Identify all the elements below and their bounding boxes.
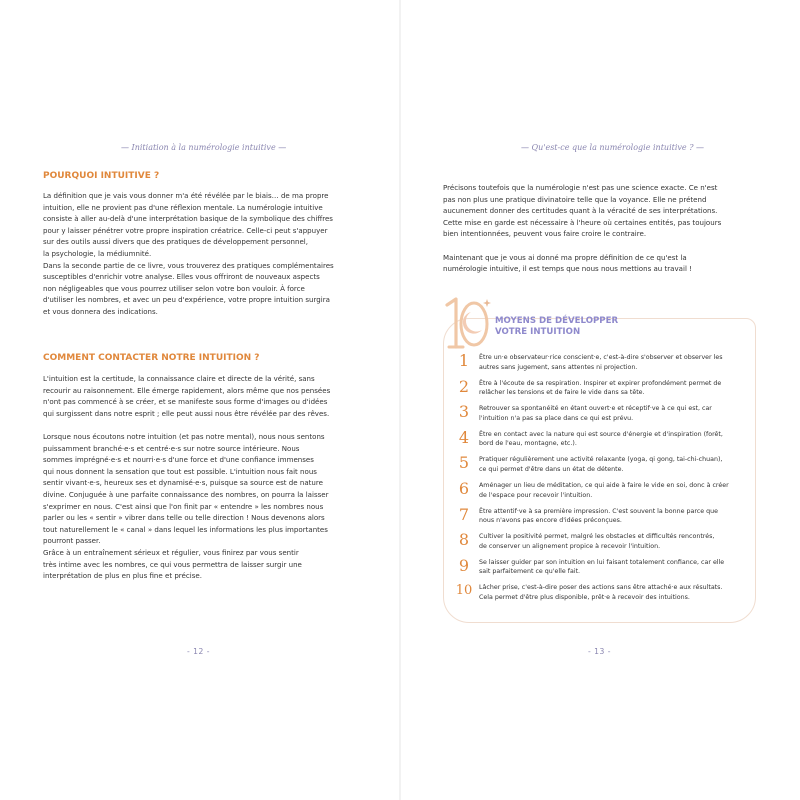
tip-text-line: Retrouver sa spontanéité en étant ouvert·e et réceptif·ve à ce qui est, car (479, 405, 712, 413)
tip-number: 10 (455, 583, 473, 599)
tip-text-line: Être en contact avec la nature qui est source d'énergie et d'inspiration (forêt, (479, 430, 723, 438)
tip-number: 9 (458, 555, 470, 575)
tip-text-line: relâcher les tensions et de faire le vide dans sa tête. (479, 389, 645, 397)
tip-number: 8 (458, 530, 470, 550)
text-line: Grâce à un entraînement sérieux et régulier, vous finirez par vous sentir (43, 547, 299, 557)
tip-text-line: Pratiquer régulièrement une activité relaxante (yoga, qi gong, tai-chi-chuan), (479, 456, 723, 464)
tip-number: 6 (458, 479, 470, 498)
text-line: Précisons toutefois que la numérologie n'est pas une science exacte. Ce n'est (443, 183, 718, 192)
text-line: consiste à aller au-delà d'une interprétation basique de la symbolique des chiffres (43, 214, 333, 224)
text-line: La définition que je vais vous donner m'a été révélée par le biais… de ma propre (43, 191, 329, 200)
tips-box-title (495, 316, 618, 339)
tip-number: 3 (458, 402, 470, 422)
tip-text (479, 353, 749, 372)
tip-text-line: bord de l'eau, montagne, etc.). (479, 440, 577, 448)
tips-title-line-2: VOTRE INTUITION (495, 327, 581, 338)
page-number-right: - 13 - (588, 647, 611, 656)
text-line: n'ont pas commencé à se créer, et se manifeste sous forme d'images ou d'idées (43, 397, 328, 407)
tip-text-line: de conserver un alignement propice à recevoir l'intuition. (479, 542, 661, 550)
tip-text-line: Se laisser guider par son intuition en lui faisant totalement confiance, car elle (479, 558, 725, 566)
tip-number: 5 (458, 453, 470, 473)
tip-text (479, 532, 749, 551)
text-line: puissamment branché·e·s et centré·e·s sur notre source intérieure. Nous (43, 443, 300, 453)
text-line: intuition, elle ne provient pas d'une réflexion mentale. La numérologie intuitive (43, 202, 323, 212)
text-line: d'utiliser les nombres, et avec un peu d'expérience, votre propre intuition surgira (43, 295, 330, 305)
tip-text-line: ce qui permet d'être dans un état de détente. (479, 465, 624, 473)
tip-text (479, 404, 749, 423)
tip-text (479, 558, 749, 577)
text-line: qui nous donnent la sensation que tout est possible. L'intuition nous fait nous (43, 466, 317, 476)
tip-text (479, 455, 749, 474)
text-line: sur des outils aussi divers que des pratiques de développement personnel, (43, 237, 309, 247)
paragraph-contact-intuition (43, 373, 330, 582)
text-line: Cette mise en garde est nécessaire à l'heure où certaines entités, pas toujours (443, 217, 722, 227)
tip-text-line: sait parfaitement ce qu'elle fait. (479, 568, 581, 576)
tip-text-line: Être attentif·ve à sa première impression. C'est souvent la bonne parce que (479, 507, 719, 515)
text-line: la psychologie, la médiumnité. (43, 248, 152, 258)
text-line: pour y laisser pénétrer votre propre inspiration créatrice. Celle-ci peut s'appuyer (43, 225, 328, 235)
text-line: pourront passer. (43, 536, 101, 546)
section-heading-why-intuitive: POURQUOI INTUITIVE ? (43, 171, 160, 181)
tip-number: 1 (458, 351, 470, 370)
text-line: bien intentionnées, peuvent vous faire croire le contraire. (443, 229, 647, 239)
text-line: divine. Conjuguée à une parfaite connaissance des nombres, on pourra la laisser (43, 489, 329, 499)
text-line: sommes imprégné·e·s et nourri·e·s d'une force et d'une confiance immenses (43, 455, 314, 465)
tip-text-line: Être un·e observateur·rice conscient·e, c'est-à-dire s'observer et observer les (479, 354, 723, 361)
paragraph-why-intuitive (43, 190, 334, 318)
paragraph-break (443, 240, 721, 252)
tip-number: 2 (458, 376, 470, 396)
intro-paragraphs (443, 182, 721, 275)
paragraph-break (43, 419, 330, 431)
text-line: qui surgissent dans notre esprit ; elle peut aussi nous être révélée par des rêves. (43, 408, 330, 418)
tip-text (479, 507, 749, 526)
page-number-left: - 12 - (187, 647, 210, 656)
text-line: numérologie intuitive, il est temps que nous nous mettions au travail ! (443, 264, 692, 274)
text-line: susceptibles d'enrichir votre analyse. Elles vous offriront de nouveaux aspects (43, 272, 320, 282)
tip-text-line: autres sans jugement, sans attentes ni projection. (479, 363, 638, 371)
text-line: parler ou les « sentir » vibrer dans telle ou telle direction ! Nous devenons alors (43, 513, 325, 523)
text-line: sentir vivant·e·s, heureux ses et dynamisé·e·s, puisque sa source est de nature (43, 478, 323, 488)
tip-text-line: l'intuition n'a pas sa place dans ce qui est prévu. (479, 414, 634, 422)
text-line: recourir au raisonnement. Elle émerge rapidement, alors même que nos pensées (43, 385, 331, 395)
text-line: interprétation de plus en plus fine et précise. (43, 571, 202, 581)
text-line: très intime avec les nombres, ce qui vous permettra de laisser surgir une (43, 559, 302, 569)
tip-text (479, 430, 749, 449)
tip-number: 4 (458, 427, 470, 447)
tip-text (479, 379, 749, 398)
book-spine (399, 0, 401, 800)
tip-text-line: de l'espace pour recevoir l'intuition. (479, 491, 593, 499)
tip-text-line: Lâcher prise, c'est-à-dire poser des actions sans être attaché·e aux résultats. (479, 584, 723, 592)
text-line: Maintenant que je vous ai donné ma propre définition de ce qu'est la (443, 252, 687, 262)
text-line: s'exprimer en nous. C'est ainsi que l'on finit par « entendre » les nombres nous (43, 501, 324, 511)
text-line: et vous donnera des indications. (43, 306, 158, 316)
text-line: pas non plus une pratique divinatoire telle que la voyance. Elle ne prétend (443, 194, 707, 204)
text-line: tout naturellement le « canal » dans lequel les informations les plus importantes (43, 524, 328, 534)
section-heading-contact-intuition: COMMENT CONTACTER NOTRE INTUITION ? (43, 353, 260, 363)
tip-text (479, 583, 749, 602)
tip-text-line: Cultiver la positivité permet, malgré les obstacles et difficultés rencontrés, (479, 533, 715, 541)
left-running-head: — Initiation à la numérologie intuitive — (121, 143, 287, 152)
text-line: aucunement donner des certitudes quant à la véracité de ses interprétations. (443, 206, 718, 216)
tip-text (479, 481, 749, 500)
tips-title-line-1: MOYENS DE DÉVELOPPER (495, 316, 619, 326)
tip-text-line: nous n'avons pas encore d'idées préconçues. (479, 517, 622, 525)
tip-text-line: Être à l'écoute de sa respiration. Inspirer et expirer profondément permet de (479, 379, 722, 387)
text-line: Dans la seconde partie de ce livre, vous trouverez des pratiques complémentaires (43, 260, 334, 270)
text-line: Lorsque nous écoutons notre intuition (et pas notre mental), nous nous sentons (43, 431, 325, 441)
text-line: non négligeables que vous pourrez utiliser selon votre bon vouloir. À force (43, 283, 305, 293)
text-line: L'intuition est la certitude, la connaissance claire et directe de la vérité, sans (43, 374, 315, 383)
right-running-head: — Qu'est-ce que la numérologie intuitive ? — (521, 143, 705, 152)
tip-text-line: Cela permet d'être plus disponible, prêt·e à recevoir des intuitions. (479, 593, 690, 601)
sparkle-icon (483, 299, 491, 307)
tip-number: 7 (458, 504, 470, 524)
tip-text-line: Aménager un lieu de méditation, ce qui aide à faire le vide en soi, donc à créer (479, 482, 729, 489)
